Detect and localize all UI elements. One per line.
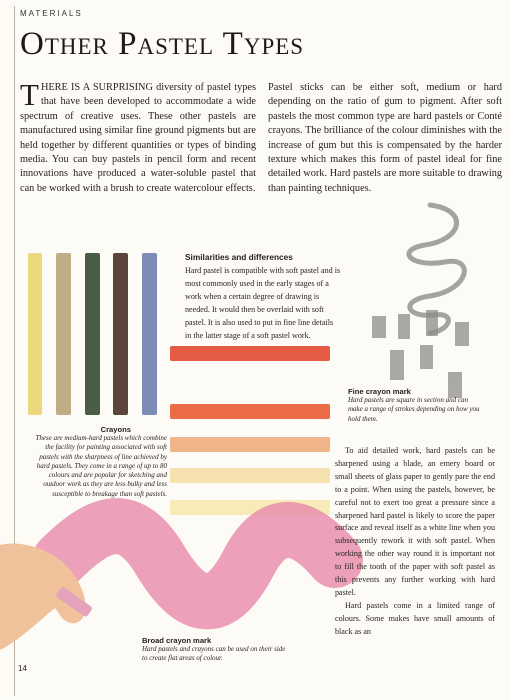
broad-mark-caption (142, 636, 292, 664)
crayons-caption-heading: Crayons (100, 425, 131, 434)
section-label: MATERIALS (20, 9, 83, 18)
intro-right-column: Pastel sticks can be either soft, medium or hard depending on the ratio of gum to pigment. After soft pastels the most common type are hard pastels or Conté crayons. The brilliance of the colour diminishes with the increase of gum but this is compensated by the harder texture which makes this form of pastel ideal for fine detailed work. Hard pastels are more suitable to drawing than painting techniques. (268, 82, 502, 194)
broad-mark-caption-heading: Broad crayon mark (142, 636, 212, 645)
crayons-caption-text: These are medium-hard pastels which combine the facility for painting associated with soft pastels with the sharpness of line achieved by hard pastels. They come in a range of up to 80 colours and are popular for sketching and outdoor work as they are less bulky and less susceptible to breakage than soft pastels. (35, 434, 167, 498)
fine-mark-caption-text: Hard pastels are square in section and can make a range of strokes depending on how you hold them. (348, 396, 480, 423)
fine-crayon-dabs (372, 310, 469, 398)
broad-crayon-wave (60, 526, 335, 601)
lower-body-text (335, 445, 495, 639)
lower-paragraph-2: Hard pastels come in a limited range of colours. Some makes have small amounts of black as an (335, 600, 495, 636)
page-title: Other Pastel Types (20, 26, 305, 62)
crayons-caption (32, 425, 167, 499)
drop-cap: T (20, 77, 39, 112)
similarities-text: Hard pastel is compatible with soft pastel and is most commonly used in the early stages of a work when a certain degree of drawing is needed. It would then be overlaid with soft pastel. It is also used to put in fine line details in the latter stage of a soft pastel work. (185, 266, 341, 340)
similarities-heading: Similarities and differences (185, 252, 293, 262)
broad-mark-caption-text: Hard pastels and crayons can be used on their side to create flat areas of colour. (142, 645, 286, 663)
page-number: 14 (18, 664, 27, 673)
fine-mark-caption-heading: Fine crayon mark (348, 387, 411, 396)
lower-paragraph-1: To aid detailed work, hard pastels can be sharpened using a blade, an emery board or small sheets of glass paper to gently pare the end to a point. When using the pastels, however, be careful not to exert too great a pressure since a sharpened hard pastel is likely to score the paper surface and reveal itself as a white line when you subsequently rework it with soft pastel. When working the other way round it is important not to fill the tooth of the paper with soft pastel as this prevents any further working with hard pastel. (335, 446, 495, 597)
intro-left-text: HERE IS A SURPRISING diversity of pastel types that have been developed to accommodate a wide spectrum of creative uses. These other pastels are manufactured using similar fine ground pigments but are held together by different quantities or types of binding media. You can buy pastels in pencil form and recent innovations have produced a water-soluble pastel that can be worked with a brush to create watercolour effects. (20, 82, 256, 194)
fine-mark-caption (348, 387, 480, 424)
